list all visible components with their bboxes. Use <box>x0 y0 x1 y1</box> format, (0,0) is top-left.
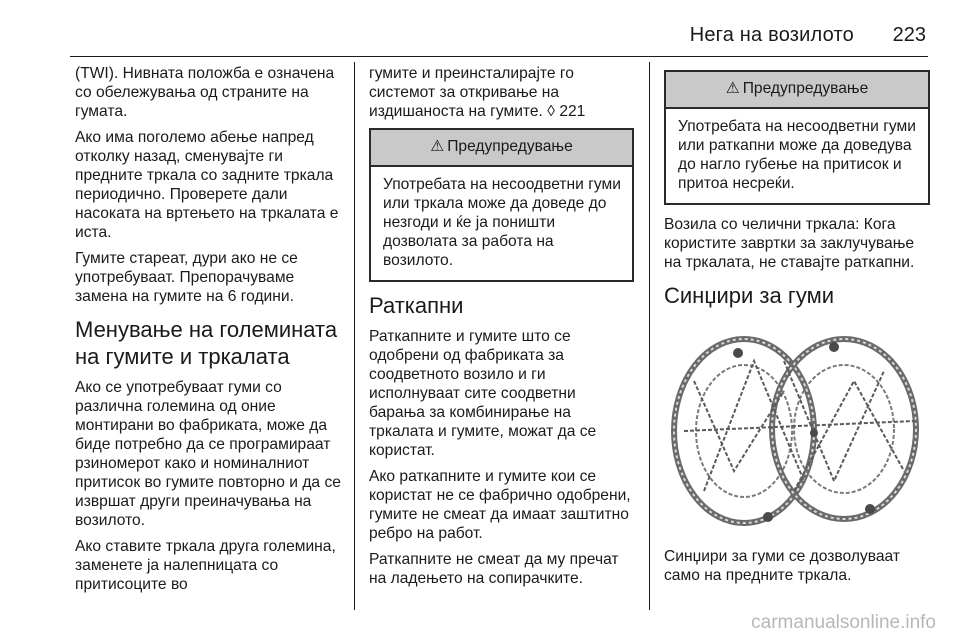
warning-header-1 <box>371 130 632 167</box>
header-rule <box>70 56 928 57</box>
paragraph-hubcaps-approved: Раткапните и гумите што се одобрени од фабриката за соодветното возило и ги исполнуваат сите соодветни барања за комбинирање на тркалата и гумите, можат да се користат. <box>369 328 597 459</box>
paragraph-label-replace: Ако ставите тркала друга големина, заменете ја налепницата со притисоците во <box>75 538 336 593</box>
watermark: carmanualsonline.info <box>751 612 936 633</box>
warning-triangle-icon: ⚠ <box>430 138 445 155</box>
paragraph-twi: (TWI). Нивната положба е означена со обележувања од страните на гумата. <box>75 65 335 120</box>
warning-box-2 <box>664 70 930 205</box>
warning-title-2: Предупредување <box>742 80 869 97</box>
paragraph-different-size: Ако се употребуваат гуми со различна големина од оние монтирани во фабриката, може да биде потребно да се програмираат рзиномерот како и номиналниот притисок во гумите повторно и да се извршат други преиначувања на возилото. <box>75 379 341 529</box>
column-1 <box>75 64 345 601</box>
paragraph-hubcaps-unapproved: Ако раткапните и гумите кои се користат не се фабрично одобрени, гумите не смеат да имаат заштитно ребро на работ. <box>369 468 631 542</box>
page-header <box>0 0 960 52</box>
warning-header-2 <box>666 72 928 109</box>
heading-snow-chains: Синџири за гуми <box>664 283 835 308</box>
column-divider-1 <box>354 62 355 610</box>
snow-chains-illustration-icon <box>664 321 926 537</box>
page-ref-icon: ◊ <box>547 103 555 120</box>
warning-title-1: Предупредување <box>447 138 573 155</box>
paragraph-hubcaps-cooling: Раткапните не смеат да му пречат на ладењето на сопирачките. <box>369 551 619 587</box>
paragraph-reinstall <box>369 64 634 121</box>
running-title: Нега на возилото <box>689 24 854 46</box>
page-number: 223 <box>892 24 926 46</box>
warning-box-1 <box>369 128 634 282</box>
heading-change-size: Менување на големината на гумите и тркалата <box>75 317 338 369</box>
warning-body-2: Употребата на несоодветни гуми или раткапни може да доведува до нагло губење на притисок и притоа несреќи. <box>678 118 916 192</box>
column-divider-2 <box>649 62 650 610</box>
paragraph-aging: Гумите стареат, дури ако не се употребуваат. Препорачуваме замена на гумите на 6 години. <box>75 250 298 305</box>
column-3 <box>664 64 930 592</box>
column-2 <box>369 64 634 595</box>
page-ref-number[interactable]: 221 <box>559 103 586 120</box>
warning-triangle-icon: ⚠ <box>725 80 740 97</box>
paragraph-rotation: Ако има поголемо абење напред отколку назад, сменувајте ги предните тркала со задните тркала периодично. Проверете дали насоката на вртењето на тркалата е иста. <box>75 129 339 241</box>
paragraph-chains-front: Синџири за гуми се дозволуваат само на предните тркала. <box>664 548 900 584</box>
paragraph-reinstall-text: гумите и преинсталирајте го системот за откривање на издишаноста на гумите. <box>369 65 574 120</box>
warning-body-1: Употребата на несоодветни гуми или тркала може да доведе до незгоди и ќе ја поништи дозволата за работа на возилото. <box>383 176 621 269</box>
heading-hubcaps: Раткапни <box>369 293 464 318</box>
paragraph-steel-wheels: Возила со челични тркала: Кога користите завртки за заклучување на тркалата, не ставајте раткапни. <box>664 216 915 271</box>
